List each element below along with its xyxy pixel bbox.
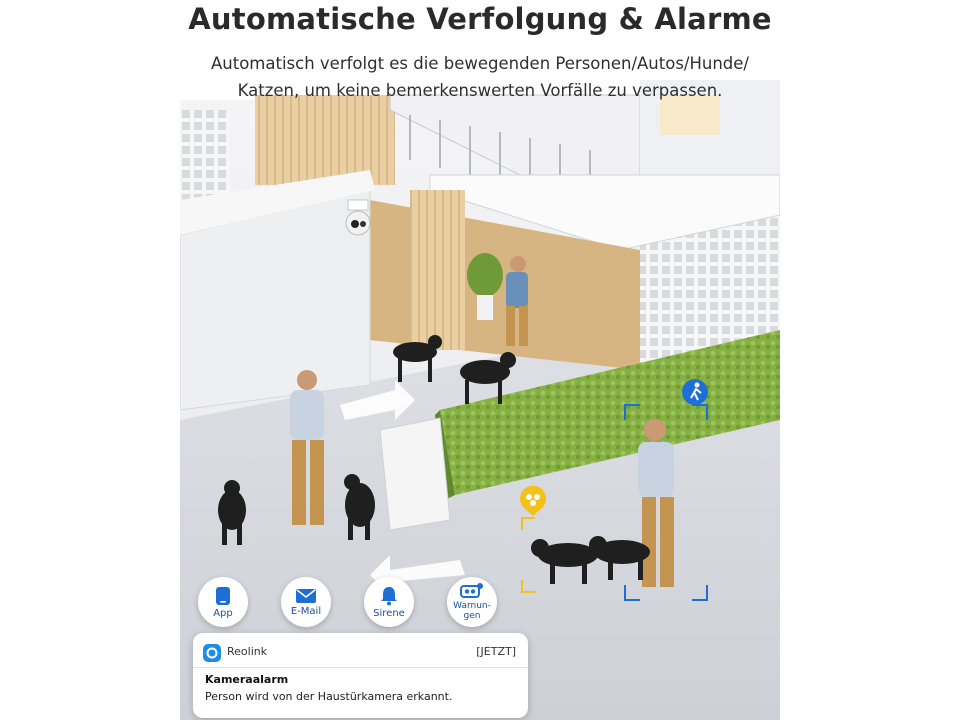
pet-detection-badge (520, 486, 546, 516)
notification-heading: Kameraalarm (205, 673, 289, 686)
subtitle-line-2: Katzen, um keine bemerkenswerten Vorfälle zu verpassen. (237, 81, 723, 100)
background (180, 100, 780, 720)
movement-arrow-1 (340, 380, 415, 420)
notification-card[interactable] (193, 633, 528, 718)
channel-app-label: App (213, 607, 233, 619)
phone-icon (215, 586, 231, 606)
marble-wall-top (180, 170, 375, 235)
balcony (390, 95, 640, 215)
channel-siren-label: Sirene (373, 607, 405, 619)
mail-icon (295, 588, 317, 604)
hedge-side (435, 410, 455, 500)
concrete-post (380, 418, 450, 530)
subtitle (130, 50, 830, 104)
warning-light-icon (460, 583, 484, 599)
channel-siren[interactable] (364, 577, 414, 627)
notification-body: Person wird von der Haustürkamera erkannt. (205, 690, 453, 703)
security-camera (346, 200, 370, 235)
channel-email-label: E-Mail (290, 605, 322, 617)
notification-app-name: Reolink (227, 645, 268, 658)
notification-divider (193, 667, 528, 668)
tracking-box-person (625, 405, 707, 600)
dogs-front-left (218, 474, 375, 545)
dogs-garage (393, 335, 516, 404)
garage-interior (370, 200, 640, 370)
hedge (440, 330, 780, 495)
tracking-box-dogs (522, 518, 535, 592)
person-walking-front (290, 370, 324, 525)
potted-plant (467, 253, 503, 320)
subtitle-line-1: Automatisch verfolgt es die bewegenden Personen/Autos/Hunde/ (210, 54, 749, 73)
person-walking-garage (506, 256, 528, 346)
channel-app[interactable] (198, 577, 248, 627)
channel-warning-label: Warnun- gen (453, 601, 491, 621)
roof-slab (430, 175, 780, 250)
page-title: Automatische Verfolgung & Alarme (188, 2, 772, 36)
marble-wall (180, 190, 370, 410)
wooden-facade (255, 95, 395, 185)
balcony-railing (410, 115, 590, 208)
channel-warning-light[interactable] (447, 577, 497, 627)
alert-channels (198, 577, 498, 627)
dogs-tracked (531, 536, 650, 584)
lattice-wall-left (180, 110, 230, 210)
notification-time: [JETZT] (476, 645, 516, 658)
channel-email[interactable] (281, 577, 331, 627)
reolink-app-icon (203, 644, 221, 662)
person-tracked (638, 419, 674, 587)
bell-icon (380, 586, 398, 606)
person-detection-badge (682, 379, 708, 405)
garage-wood-panel (410, 190, 465, 350)
lattice-wall-right (640, 215, 780, 365)
